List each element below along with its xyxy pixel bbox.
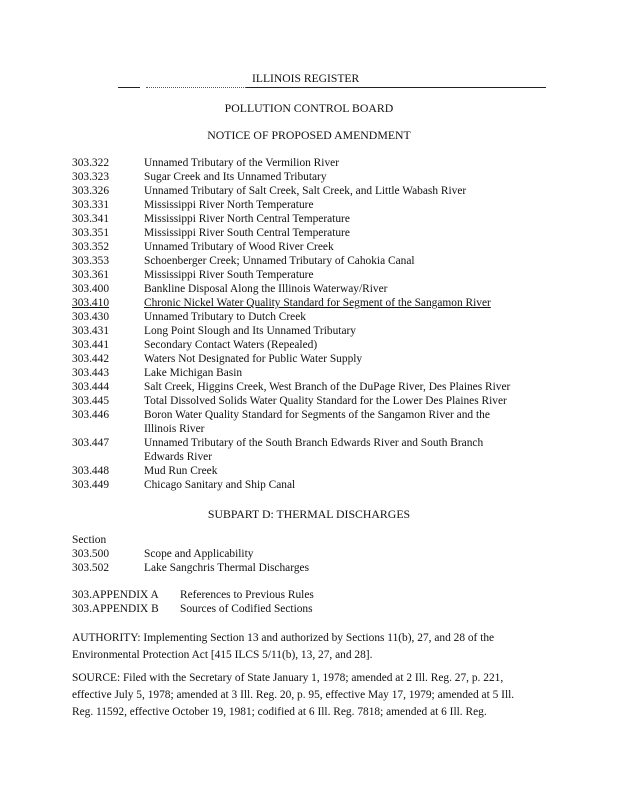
appendix-number: 303.APPENDIX A (72, 589, 159, 601)
section-number: 303.400 (72, 283, 110, 295)
section-title: Waters Not Designated for Public Water Supply (144, 353, 363, 365)
section-title: Chronic Nickel Water Quality Standard for Segment of the Sangamon River (144, 297, 491, 309)
section-title: Mud Run Creek (144, 465, 218, 477)
source-line: SOURCE: Filed with the Secretary of State January 1, 1978; amended at 2 Ill. Reg. 27, p. 221, (72, 672, 504, 684)
section-number: 303.352 (72, 241, 110, 253)
section-title-continued: Edwards River (144, 451, 213, 463)
section-number: 303.443 (72, 367, 110, 379)
section-title: Unnamed Tributary of the South Branch Edwards River and South Branch (144, 437, 484, 449)
list-item (0, 269, 618, 283)
list-item (0, 185, 618, 199)
appendix-number: 303.APPENDIX B (72, 603, 159, 615)
list-item (0, 227, 618, 241)
header-rule-dashed (146, 87, 246, 88)
section-number: 303.502 (72, 562, 110, 574)
section-number: 303.431 (72, 325, 110, 337)
list-item (0, 562, 618, 576)
appendix-item (0, 603, 618, 617)
list-item (0, 311, 618, 325)
list-item (0, 409, 618, 423)
section-title: Mississippi River North Central Temperature (144, 213, 350, 225)
header-rule-left (118, 87, 140, 88)
notice-title: NOTICE OF PROPOSED AMENDMENT (207, 128, 411, 142)
section-title: Unnamed Tributary of Wood River Creek (144, 241, 334, 253)
section-number: 303.341 (72, 213, 110, 225)
section-number: 303.444 (72, 381, 110, 393)
section-number: 303.430 (72, 311, 110, 323)
section-title: Mississippi River South Central Temperature (144, 227, 350, 239)
section-title: Unnamed Tributary to Dutch Creek (144, 311, 306, 323)
section-title: Long Point Slough and Its Unnamed Tributary (144, 325, 356, 337)
section-number: 303.445 (72, 395, 110, 407)
section-title-continued: Illinois River (144, 423, 205, 435)
section-title: Total Dissolved Solids Water Quality Standard for the Lower Des Plaines River (144, 395, 507, 407)
list-item (0, 157, 618, 171)
section-title: Mississippi River South Temperature (144, 269, 314, 281)
section-title: Sugar Creek and Its Unnamed Tributary (144, 171, 327, 183)
list-item (0, 171, 618, 185)
appendix-item (0, 589, 618, 603)
list-item (0, 548, 618, 562)
section-number: 303.322 (72, 157, 110, 169)
section-number: 303.441 (72, 339, 110, 351)
section-number: 303.446 (72, 409, 110, 421)
section-number: 303.500 (72, 548, 110, 560)
section-title: Secondary Contact Waters (Repealed) (144, 339, 318, 351)
authority-paragraph (72, 630, 552, 664)
section-title: Schoenberger Creek; Unnamed Tributary of Cahokia Canal (144, 255, 415, 267)
section-label: Section (72, 534, 107, 546)
section-title: Boron Water Quality Standard for Segments of the Sangamon River and the (144, 409, 490, 421)
section-number: 303.410 (72, 297, 110, 309)
list-item-underlined (0, 297, 618, 311)
section-title: Lake Michigan Basin (144, 367, 243, 379)
section-title: Unnamed Tributary of Salt Creek, Salt Creek, and Little Wabash River (144, 185, 467, 197)
section-number: 303.447 (72, 437, 110, 449)
section-title: Bankline Disposal Along the Illinois Waterway/River (144, 283, 388, 295)
section-title: Mississippi River North Temperature (144, 199, 314, 211)
section-title: Unnamed Tributary of the Vermilion River (144, 157, 339, 169)
source-line: effective July 5, 1978; amended at 3 Ill. Reg. 20, p. 95, effective May 17, 1979; amended at 5 Ill. (72, 689, 515, 701)
list-item (0, 479, 618, 493)
list-item (0, 465, 618, 479)
list-item (0, 241, 618, 255)
list-item (0, 395, 618, 409)
list-item (0, 255, 618, 269)
source-line: Reg. 11592, effective October 19, 1981; codified at 6 Ill. Reg. 7818; amended at 6 Ill. Reg. (72, 706, 487, 718)
source-paragraph (72, 670, 552, 721)
list-item (0, 213, 618, 227)
section-number: 303.351 (72, 227, 110, 239)
list-item (0, 367, 618, 381)
appendix-title: Sources of Codified Sections (180, 603, 313, 615)
section-number: 303.323 (72, 171, 110, 183)
section-number: 303.361 (72, 269, 110, 281)
authority-line: AUTHORITY: Implementing Section 13 and authorized by Sections 11(b), 27, and 28 of the (72, 632, 495, 644)
section-number: 303.449 (72, 479, 110, 491)
list-item (0, 199, 618, 213)
list-item-continuation (0, 451, 618, 465)
list-item (0, 381, 618, 395)
list-item-continuation (0, 423, 618, 437)
section-number: 303.326 (72, 185, 110, 197)
section-title: Lake Sangchris Thermal Discharges (144, 562, 310, 574)
section-title: Scope and Applicability (144, 548, 254, 560)
authority-line: Environmental Protection Act [415 ILCS 5/11(b), 13, 27, and 28]. (72, 649, 373, 661)
subpart-heading: SUBPART D: THERMAL DISCHARGES (207, 507, 411, 521)
list-item (0, 437, 618, 451)
section-number: 303.331 (72, 199, 110, 211)
register-title: ILLINOIS REGISTER (252, 72, 360, 85)
section-number: 303.448 (72, 465, 110, 477)
list-item (0, 339, 618, 353)
appendix-title: References to Previous Rules (180, 589, 314, 601)
list-item (0, 325, 618, 339)
section-title: Salt Creek, Higgins Creek, West Branch of the DuPage River, Des Plaines River (144, 381, 511, 393)
section-title: Chicago Sanitary and Ship Canal (144, 479, 296, 491)
list-item (0, 283, 618, 297)
header-rule-right (246, 87, 546, 88)
board-title: POLLUTION CONTROL BOARD (224, 101, 394, 115)
list-item (0, 353, 618, 367)
section-number: 303.353 (72, 255, 110, 267)
section-number: 303.442 (72, 353, 110, 365)
